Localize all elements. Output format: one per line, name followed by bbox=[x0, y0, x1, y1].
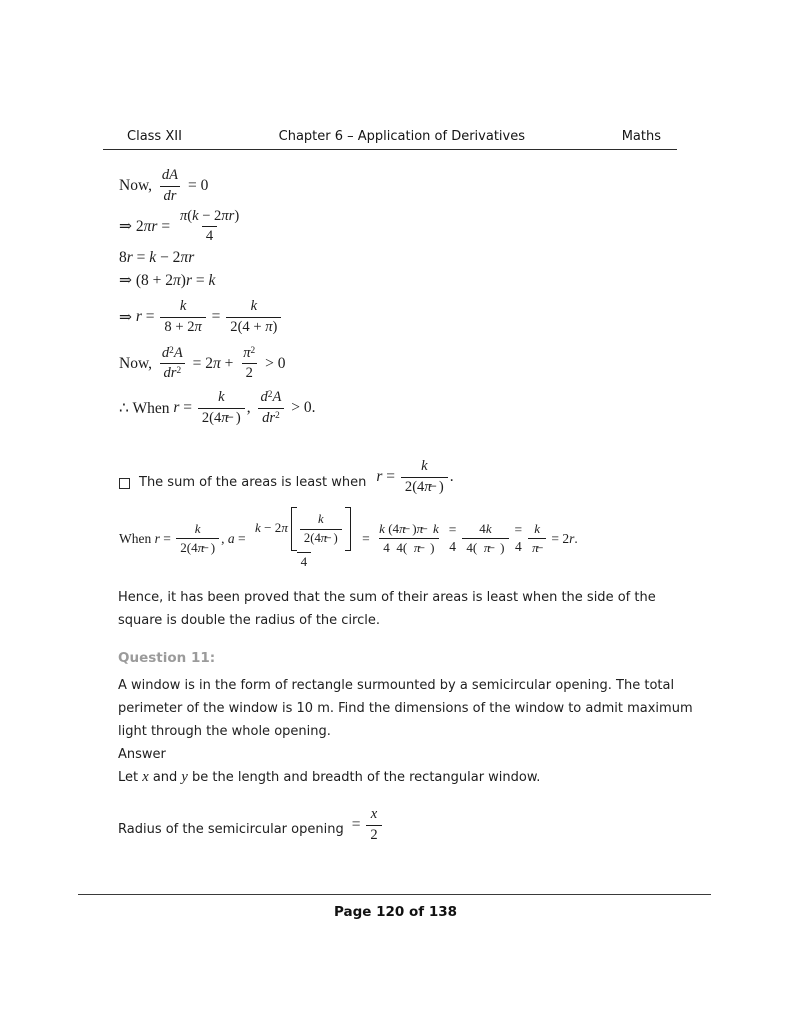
radius-row bbox=[100, 793, 691, 841]
equation-r-solution: ⇒ r = $\frac{k}{8 + 2\pi}$ = $\frac{k}{2(4 + \pi)}$ bbox=[100, 297, 691, 338]
radius-math: = $\frac{x}{2}$ bbox=[352, 805, 384, 846]
equation-8-plus-2pi-r: ⇒ (8 + 2 π ) r = k bbox=[119, 271, 216, 290]
radius-text: Radius of the semicircular opening bbox=[118, 821, 344, 837]
question-heading: Question 11: bbox=[118, 649, 216, 666]
answer-label: Answer bbox=[118, 746, 166, 762]
equation-dA-dr-zero: Now, $\frac{dA}{dr}$ = 0 bbox=[100, 166, 691, 207]
page-number: Page 120 of 138 bbox=[333, 904, 458, 920]
equation-2pir: ⇒ 2 πr = $\frac{\pi(k - 2\pi r)}{4}$ bbox=[100, 207, 691, 248]
header-subject-label: Maths bbox=[621, 129, 661, 144]
sum-areas-least-row bbox=[100, 444, 691, 494]
header-class-label: Class XII bbox=[127, 129, 182, 144]
equation-8r: 8 r = k − 2 πr bbox=[119, 249, 195, 267]
header-rule bbox=[103, 149, 677, 150]
sum-areas-least-text: The sum of the areas is least when bbox=[139, 474, 367, 490]
footer-rule bbox=[78, 894, 711, 895]
page-header bbox=[100, 129, 691, 145]
equation-second-derivative: Now, $\frac{d^2A}{dr^2}$ = 2 π + $\frac{\pi^2}{2}$ > 0 bbox=[100, 344, 691, 385]
equation-area-least-derivation: When r = $\frac{k}{2(4\pi̶ )}$ , a = k − 2π $\frac{k}{2(4\pi̶ )}$ 4 = $\frac{k (4\pi̶ )\pi̶ k}{4 4( \pi̶ )}$ = 4 $\frac{4k}{4( \pi̶ )}$ = 4 $\frac{k}{\pi̶}$ = 2 r . bbox=[100, 496, 691, 582]
question-line: A window is in the form of rectangle surmounted by a semicircular opening. The total bbox=[118, 677, 675, 693]
hence-paragraph bbox=[100, 586, 691, 632]
header-chapter-title: Chapter 6 – Application of Derivatives bbox=[278, 129, 525, 144]
hence-line: Hence, it has been proved that the sum of their areas is least when the side of the bbox=[118, 589, 656, 605]
question-line: perimeter of the window is 10 m. Find the dimensions of the window to admit maximum bbox=[118, 700, 693, 716]
question-paragraph bbox=[100, 674, 691, 789]
sum-areas-least-math: r = $\frac{k}{2(4\pi̶ )}$ . bbox=[376, 457, 453, 498]
bullet-square-icon bbox=[119, 478, 130, 489]
let-x-y-line: Let x and y be the length and breadth of the rectangular window. bbox=[118, 768, 541, 785]
question-line: light through the whole opening. bbox=[118, 723, 331, 739]
hence-line: square is double the radius of the circle. bbox=[118, 612, 380, 628]
equation-when-r-positive: ∴ When r = $\frac{k}{2(4\pi̶ )}$ , $\frac{d^2A}{dr^2}$ > 0. bbox=[100, 388, 691, 429]
